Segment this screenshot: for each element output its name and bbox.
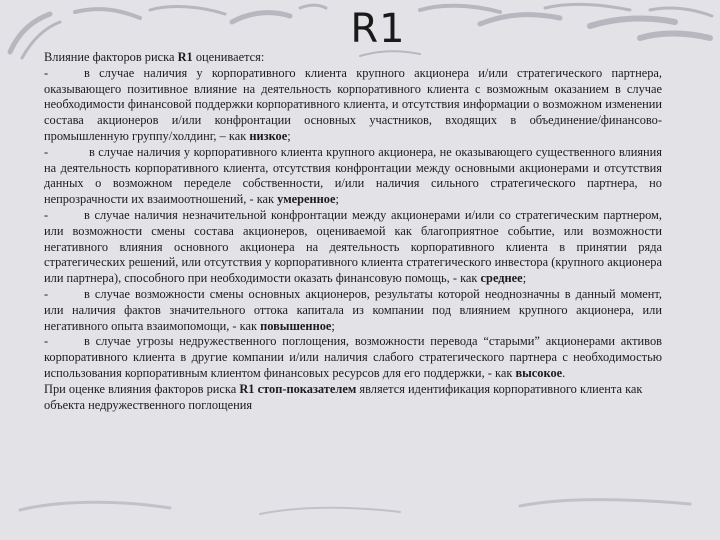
item-text: в случае наличия у корпоративного клиента крупного акционера, не оказывающего существенного влияния на деятельность корпоративного клиента, отсутствия конфронтации между основными акционерами и отсутствия данных о возможном переделе собственности, и/или наличия сильного стратегического партнера, но непрозрачности их взаимоотношений, - как bbox=[44, 144, 662, 207]
list-dash: - bbox=[44, 65, 49, 80]
intro-code: R1 bbox=[177, 50, 193, 64]
item-end: ; bbox=[331, 318, 335, 333]
conclusion-before: При оценке влияния факторов риска bbox=[44, 381, 240, 396]
list-item-low bbox=[44, 66, 662, 145]
conclusion-code: R1 bbox=[239, 381, 255, 396]
list-item-moderate bbox=[44, 145, 662, 208]
list-item-high bbox=[44, 334, 662, 381]
item-end: ; bbox=[335, 192, 339, 207]
slide-title: R1 bbox=[350, 6, 406, 52]
item-text: в случае возможности смены основных акционеров, результаты которой неоднозначны в данный момент, или наличия фактов значительного оттока капитала из компании под влиянием крупного акционера, или негативного опыта взаимопомощи, - как bbox=[44, 286, 662, 333]
slide-body bbox=[44, 50, 662, 413]
item-text: в случае угрозы недружественного поглощения, возможности перевода “старыми” акционерами активов корпоративного клиента в другие компании и/или наличия слабого стратегического партнера с необходимостью использования корпоративным клиентом финансовых ресурсов для его поддержки, - как bbox=[44, 334, 662, 380]
intro-before: Влияние факторов риска bbox=[44, 50, 178, 64]
list-dash: - bbox=[44, 144, 49, 159]
intro-after: оценивается: bbox=[192, 50, 265, 64]
list-dash: - bbox=[44, 334, 49, 349]
risk-level-low: низкое bbox=[249, 128, 288, 143]
item-text: в случае наличия незначительной конфронтации между акционерами и/или со стратегическим партнером, или возможности смены состава акционеров, оцениваемой как благоприятное событие, или возможности негативного влияния основного акционера на деятельность корпоративного клиента в принятии ряда стратегических решений, или отсутствия у корпоративного клиента стратегического инвестора (крупного акционера или партнера), способного при необходимости оказать финансовую помощь, - как bbox=[44, 207, 662, 286]
list-item-medium bbox=[44, 208, 662, 287]
footer-decoration bbox=[0, 470, 720, 540]
item-end: ; bbox=[287, 128, 291, 143]
risk-level-medium: среднее bbox=[480, 271, 523, 286]
stop-indicator-term: стоп-показателем bbox=[257, 381, 357, 396]
intro-line bbox=[44, 50, 662, 66]
item-end: ; bbox=[522, 271, 527, 286]
list-item-elevated bbox=[44, 287, 662, 334]
list-dash: - bbox=[44, 286, 49, 301]
risk-level-moderate: умеренное bbox=[277, 192, 336, 207]
conclusion-after: является идентификация корпоративного клиента как объекта недружественного поглощения bbox=[44, 381, 643, 412]
item-text: в случае наличия у корпоративного клиента крупного акционера и/или стратегического партнера, оказывающего позитивное влияние на деятельность корпоративного клиента с возможным оказанием в случае необходимости финансовой поддержки корпоративного клиента, и отсутствия информации о возможном изменении состава акционеров и/или конфронтации основных участников, входящих в объединение/финансово-промышленную группу/холдинг, – как bbox=[44, 65, 662, 143]
list-dash: - bbox=[44, 207, 49, 222]
risk-level-elevated: повышенное bbox=[260, 318, 332, 333]
item-end: . bbox=[562, 365, 566, 380]
risk-level-high: высокое bbox=[515, 365, 563, 380]
conclusion-paragraph bbox=[44, 382, 662, 414]
